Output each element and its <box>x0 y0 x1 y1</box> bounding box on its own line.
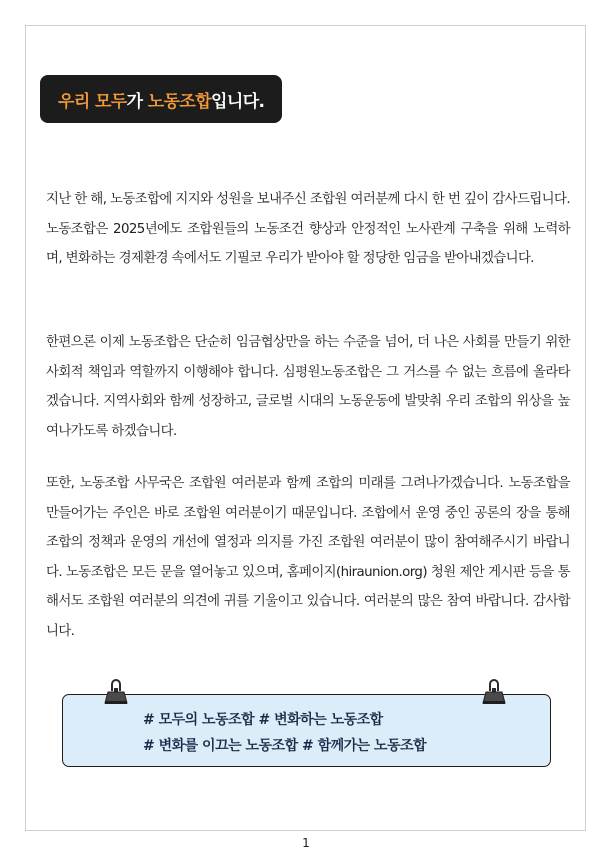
binder-clip-icon <box>103 678 129 706</box>
title-part-1: 우리 모두 <box>58 92 127 112</box>
paragraph-2: 한편으론 이제 노동조합은 단순히 임금협상만을 하는 수준을 넘어, 더 나은 사회를 만들기 위한 사회적 책임과 역할까지 이행해야 합니다. 심평원노동조합은 그 거스를 수 없는 흐름에 올라타겠습니다. 지역사회와 함께 성장하고, 글로벌 시대의 노동운동에 발맞춰 우리 조합의 위상을 높여나가도록 하겠습니다. <box>46 335 570 439</box>
hashtag-line-2: # 변화를 이끄는 노동조합 # 함께가는 노동조합 <box>143 738 427 754</box>
title-banner <box>40 75 282 123</box>
page-number: 1 <box>302 836 310 850</box>
title-part-3: 노동조합 <box>147 92 212 112</box>
title-part-4: 입니다. <box>211 92 265 112</box>
title-part-2: 가 <box>126 92 148 112</box>
hashtag-line-1: # 모두의 노동조합 # 변화하는 노동조합 <box>143 712 383 728</box>
paragraph-1: 지난 한 해, 노동조합에 지지와 성원을 보내주신 조합원 여러분께 다시 한 번 깊이 감사드립니다. 노동조합은 2025년에도 조합원들의 노동조건 향상과 안정적인 노사관계 구축을 위해 노력하며, 변화하는 경제환경 속에서도 기필코 우리가 받아야 할 정당한 임금을 받아내겠습니다. <box>46 192 571 266</box>
hashtag-box <box>62 694 551 767</box>
paragraph-3: 또한, 노동조합 사무국은 조합원 여러분과 함께 조합의 미래를 그려나가겠습니다. 노동조합을 만들어가는 주인은 바로 조합원 여러분이기 때문입니다. 조합에서 운영 중인 공론의 장을 통해 조합의 정책과 운영의 개선에 열정과 의지를 가진 조합원 여러분이 많이 참여해주시기 바랍니다. 노동조합은 모든 문을 열어놓고 있으며, 홈페이지(hiraunion.org) 청원 제안 게시판 등을 통해서도 조합원 여러분의 의견에 귀를 기울이고 있습니다. 여러분의 많은 참여 바랍니다. 감사합니다. <box>46 476 570 639</box>
binder-clip-icon <box>481 678 507 706</box>
